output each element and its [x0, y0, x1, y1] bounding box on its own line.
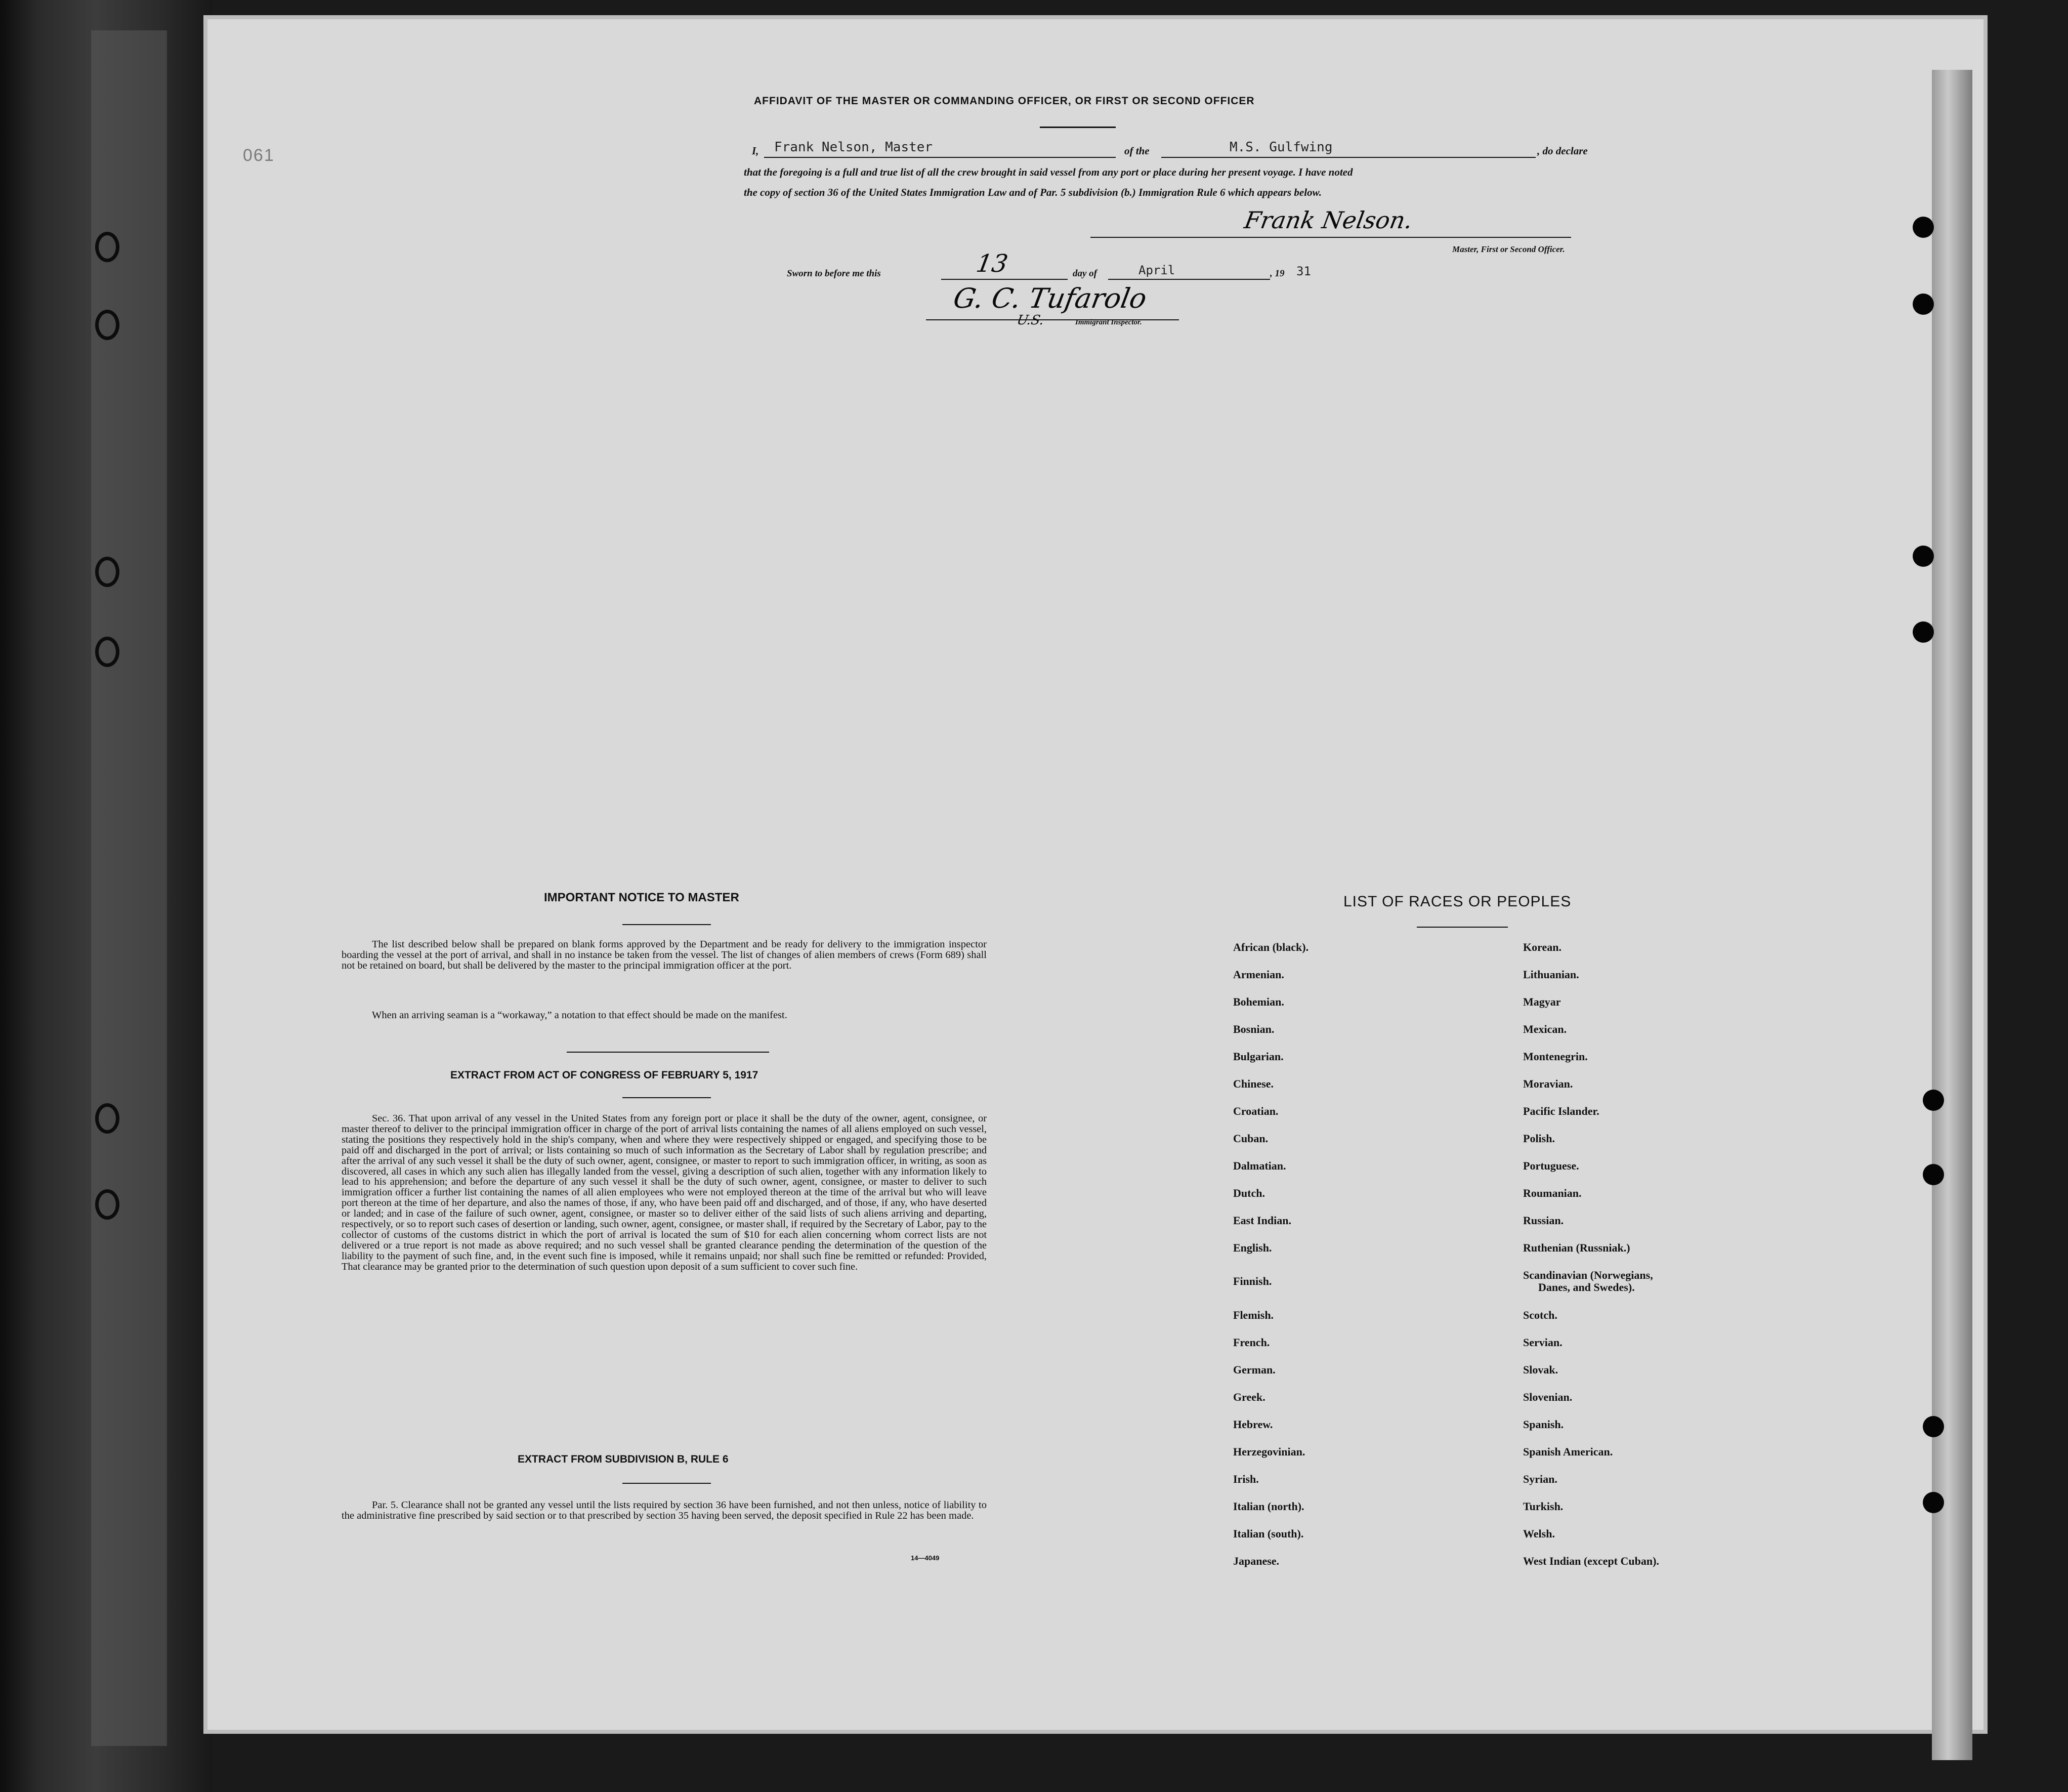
race-item: Roumanian. — [1523, 1187, 1582, 1199]
race-item: Bohemian. — [1233, 995, 1284, 1008]
race-item: Turkish. — [1523, 1500, 1564, 1513]
binder-ring — [95, 557, 119, 587]
master-name-line — [764, 157, 1116, 158]
binder-spine — [0, 0, 213, 1792]
of-the-label: of the — [1124, 145, 1150, 157]
race-item: Syrian. — [1523, 1473, 1557, 1485]
race-item: Japanese. — [1233, 1555, 1280, 1567]
punch-hole — [1923, 1164, 1944, 1185]
sworn-month-line — [1108, 279, 1270, 280]
race-item: Finnish. — [1233, 1275, 1272, 1287]
race-item: Cuban. — [1233, 1132, 1269, 1145]
binder-ring — [95, 637, 119, 667]
punch-hole — [1923, 1492, 1944, 1513]
sworn-day: 13 — [974, 249, 1010, 278]
race-item: German. — [1233, 1363, 1276, 1376]
race-item: Dalmatian. — [1233, 1159, 1286, 1172]
extract2-title: EXTRACT FROM SUBDIVISION B, RULE 6 — [518, 1453, 729, 1465]
extract1-rule — [622, 1097, 711, 1098]
binder-strip — [91, 30, 167, 1746]
race-item: Moravian. — [1523, 1077, 1573, 1090]
race-item: West Indian (except Cuban). — [1523, 1555, 1659, 1567]
margin-annotation: 061 — [243, 146, 275, 165]
race-item: Russian. — [1523, 1214, 1564, 1227]
race-item: Servian. — [1523, 1336, 1563, 1349]
document-page — [207, 19, 1983, 1730]
race-item: Greek. — [1233, 1391, 1265, 1403]
sworn-day-line — [941, 279, 1068, 280]
race-item: Welsh. — [1523, 1527, 1555, 1540]
year-prefix: , 19 — [1270, 268, 1285, 279]
do-declare-label: , do declare — [1537, 145, 1588, 157]
punch-hole — [1923, 1090, 1944, 1111]
form-number: 14—4049 — [911, 1554, 940, 1562]
race-item: Flemish. — [1233, 1309, 1274, 1321]
race-item: Italian (north). — [1233, 1500, 1304, 1513]
race-item: East Indian. — [1233, 1214, 1291, 1227]
race-item: Hebrew. — [1233, 1418, 1273, 1431]
notice-para-2: When an arriving seaman is a “workaway,” a notation to that effect should be made on the manifest. — [372, 1010, 787, 1021]
master-name: Frank Nelson, Master — [774, 140, 933, 155]
day-of-label: day of — [1073, 268, 1098, 279]
sworn-year: 31 — [1296, 264, 1311, 278]
race-item: Korean. — [1523, 941, 1561, 953]
race-item: Pacific Islander. — [1523, 1105, 1599, 1117]
punch-hole — [1913, 546, 1934, 567]
race-item: Dutch. — [1233, 1187, 1265, 1199]
race-item: African (black). — [1233, 941, 1309, 953]
punch-hole — [1913, 294, 1934, 315]
race-item: Polish. — [1523, 1132, 1555, 1145]
race-item: Bosnian. — [1233, 1023, 1275, 1035]
section-rule — [567, 1052, 769, 1053]
inspector-us: U.S. — [1016, 313, 1045, 328]
races-title: LIST OF RACES OR PEOPLES — [1343, 893, 1572, 910]
affidavit-line2: that the foregoing is a full and true list of all the crew brought in said vessel from any port or place during her present voyage. I have noted — [744, 166, 1353, 178]
race-item: French. — [1233, 1336, 1270, 1349]
race-item: Mexican. — [1523, 1023, 1567, 1035]
race-item: Ruthenian (Russniak.) — [1523, 1241, 1630, 1254]
notice-title: IMPORTANT NOTICE TO MASTER — [544, 891, 739, 904]
extract1-title: EXTRACT FROM ACT OF CONGRESS OF FEBRUARY 5, 1917 — [450, 1069, 758, 1081]
vessel-name-line — [1161, 157, 1536, 158]
affidavit-title: AFFIDAVIT OF THE MASTER OR COMMANDING OFFICER, OR FIRST OR SECOND OFFICER — [754, 95, 1255, 107]
race-item: Bulgarian. — [1233, 1050, 1284, 1063]
race-item: Danes, and Swedes). — [1538, 1281, 1635, 1294]
sworn-month: April — [1138, 263, 1175, 277]
extract2-rule — [622, 1483, 711, 1484]
race-item: Scandinavian (Norwegians, — [1523, 1269, 1653, 1281]
race-item: Croatian. — [1233, 1105, 1279, 1117]
race-item: English. — [1233, 1241, 1272, 1254]
master-signature: Frank Nelson. — [1242, 206, 1415, 234]
races-rule — [1417, 927, 1508, 928]
race-item: Armenian. — [1233, 968, 1284, 981]
punch-hole — [1913, 217, 1934, 238]
extract2-text: Par. 5. Clearance shall not be granted any vessel until the lists required by section 36 have been furnished, and not then unless, notice of liability to the administrative fine prescribed by said section or to that prescribed by section 35 having been served, the deposit specified in Rule 22 has been made. — [342, 1499, 987, 1522]
race-item: Herzegovinian. — [1233, 1445, 1305, 1458]
race-item: Slovenian. — [1523, 1391, 1573, 1403]
punch-hole — [1923, 1416, 1944, 1437]
affidavit-line3: the copy of section 36 of the United States Immigration Law and of Par. 5 subdivision (b.) Immigration Rule 6 which appears below. — [744, 186, 1322, 198]
signature-caption: Master, First or Second Officer. — [1452, 244, 1565, 254]
notice-para-1: The list described below shall be prepared on blank forms approved by the Department and be ready for delivery to the immigration inspector boarding the vessel at the port of arrival, and shall in no instance be taken from the vessel. The list of changes of alien members of crews (Form 689) shall not be retained on board, but shall be delivered by the master to the principal immigration officer at the port. — [342, 939, 987, 972]
vessel-name: M.S. Gulfwing — [1230, 140, 1333, 155]
race-item: Portuguese. — [1523, 1159, 1579, 1172]
punch-hole — [1913, 621, 1934, 643]
title-rule — [1040, 127, 1116, 128]
notice-rule — [622, 924, 711, 925]
race-item: Slovak. — [1523, 1363, 1558, 1376]
affidavit-i: I, — [752, 145, 759, 157]
race-item: Chinese. — [1233, 1077, 1274, 1090]
signature-line — [1090, 237, 1571, 238]
inspector-signature: G. C. Tufarolo — [951, 282, 1149, 314]
binder-ring — [95, 310, 119, 340]
sworn-label: Sworn to before me this — [787, 268, 881, 279]
race-item: Spanish American. — [1523, 1445, 1613, 1458]
binder-ring — [95, 232, 119, 262]
race-item: Spanish. — [1523, 1418, 1564, 1431]
extract1-text: Sec. 36. That upon arrival of any vessel in the United States from any foreign port or place it shall be the duty of the owner, agent, consignee, or master thereof to deliver to the principal immigration officer in charge of the port of arrival lists containing the names of all aliens employed on such vessel, stating the positions they respectively hold in the ship's company, when and where they were respectively shipped or engaged, and specifying those to be paid off and discharged in the port of arrival; or lists containing so much of such information as the Secretary of Labor shall by regulation prescribe; and after the arrival of any such vessel it shall be the duty of such owner, agent, consignee, or master to report to such immigration officer, in writing, as soon as discovered, all cases in which any such alien has illegally landed from the vessel, giving a description of such alien, together with any information likely to lead to his apprehension; and before the departure of any such vessel it shall be the duty of such owner, agent, consignee, or master to deliver to such immigration officer a further list containing the names of all alien employees who were not employed thereon at the time of the arrival but who will leave port thereon at the time of her departure, and also the names of those, if any, who have been paid off and discharged, and of those, if any, who have deserted or landed; and in case of the failure of such owner, agent, consignee, or master so to deliver either of the said lists of such aliens arriving and departing, respectively, or so to report such cases of desertion or landing, such owner, agent, consignee, or master shall, if required by the Secretary of Labor, pay to the collector of customs of the customs district in which the port of arrival is located the sum of $10 for each alien concerning whom correct lists are not delivered or a true report is not made as above required; and no such vessel shall be granted clearance pending the determination of the question of the liability to the payment of such fine, and, in the event such fine is imposed, while it remains unpaid; nor shall such fine be remitted or refunded: Provided, That clearance may be granted prior to the determination of such question upon deposit of a sum sufficient to cover such fine. — [342, 1113, 987, 1272]
race-item: Montenegrin. — [1523, 1050, 1588, 1063]
binder-ring — [95, 1189, 119, 1220]
binder-ring — [95, 1103, 119, 1134]
race-item: Italian (south). — [1233, 1527, 1304, 1540]
race-item: Magyar — [1523, 995, 1561, 1008]
inspector-caption: Immigrant Inspector. — [1075, 318, 1142, 326]
race-item: Lithuanian. — [1523, 968, 1579, 981]
race-item: Scotch. — [1523, 1309, 1557, 1321]
race-item: Irish. — [1233, 1473, 1259, 1485]
